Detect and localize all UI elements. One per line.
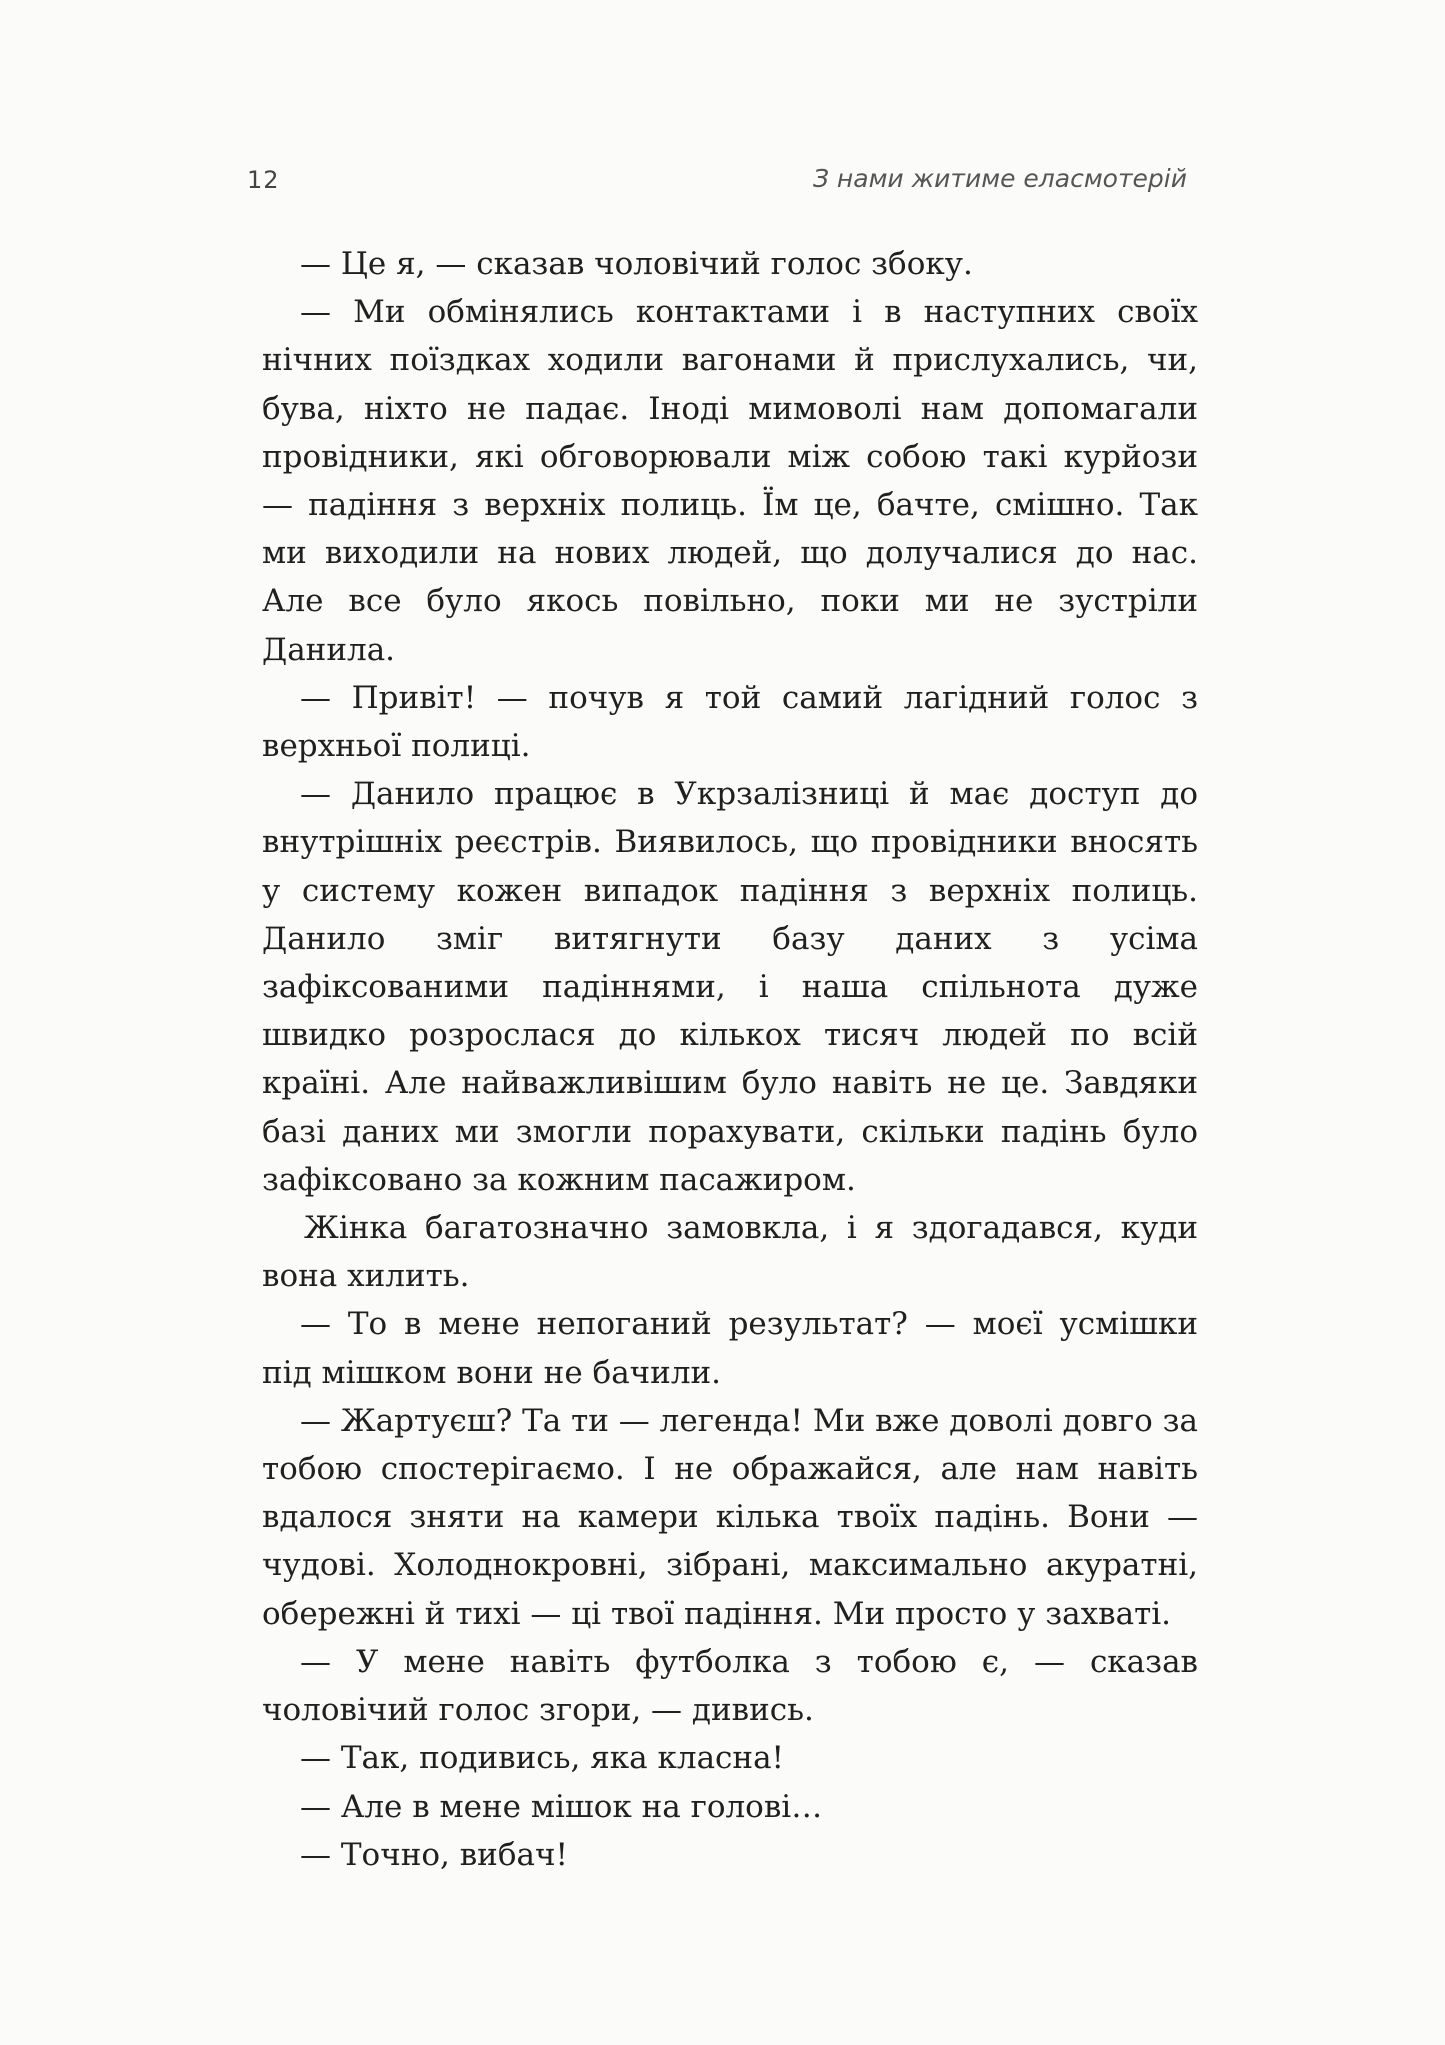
paragraph-2: — Ми обмінялись контактами і в наступних своїх нічних поїздках ходили вагонами й прислухались, чи, бува, ніхто не падає. Іноді мимоволі нам допомагали провідники, які обговорювали між собою такі курйози — падіння з верхніх полиць. Їм це, бачте, смішно. Так ми виходили на нових людей, що долучалися до нас. Але все було якось повільно, поки ми не зустріли Данила.	[262, 294, 1198, 668]
body-text	[262, 240, 1198, 1879]
paragraph-9: — Так, подивись, яка класна!	[300, 1740, 785, 1777]
paragraph-8: — У мене навіть футболка з тобою є, — сказав чоловічий голос згори, — дивись.	[262, 1643, 1198, 1729]
running-header: З нами житиме еласмотерій	[812, 164, 1187, 193]
paragraph-5: Жінка багатозначно замовкла, і я здогадався, куди вона хилить.	[262, 1210, 1198, 1295]
paragraph-10: — Але в мене мішок на голові…	[300, 1788, 823, 1825]
paragraph-3: — Привіт! — почув я той самий лагідний голос з верхньої полиці.	[262, 679, 1198, 765]
paragraph-6: — То в мене непоганий результат? — моєї усмішки під мішком вони не бачили.	[262, 1306, 1198, 1391]
paragraph-7: — Жартуєш? Та ти — легенда! Ми вже доволі довго за тобою спостерігаємо. І не ображайся, але нам навіть вдалося зняти на камери кілька твоїх падінь. Вони — чудові. Холоднокровні, зібрані, максимально акуратні, обережні й тихі — ці твої падіння. Ми просто у захваті.	[262, 1402, 1198, 1632]
page-number: 12	[247, 166, 280, 194]
paragraph-4: — Данило працює в Укрзалізниці й має доступ до внутрішніх реєстрів. Виявилось, що провідники вносять у систему кожен випадок падіння з верхніх полиць. Данило зміг витягнути базу даних з усіма зафіксованими падіннями, і наша спільнота дуже швидко розрослася до кількох тисяч людей по всій країні. Але найважливішим було навіть не це. Завдяки базі даних ми змогли порахувати, скільки падінь було зафіксовано за кожним пасажиром.	[262, 776, 1198, 1198]
paragraph-1: — Це я, — сказав чоловічий голос збоку.	[300, 246, 973, 282]
paragraph-11: — Точно, вибач!	[300, 1836, 568, 1873]
